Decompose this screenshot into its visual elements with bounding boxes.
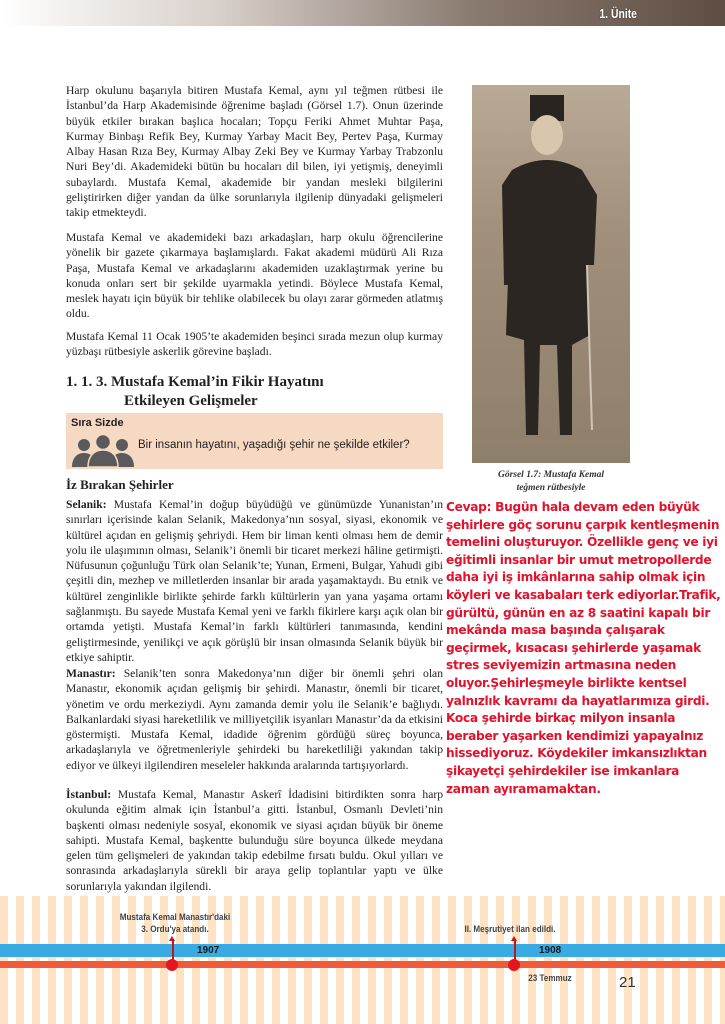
unit-label: 1. Ünite: [599, 6, 637, 21]
event-label: Mustafa Kemal Manastır'daki: [119, 912, 231, 923]
paragraph-text: Mustafa Kemal ve akademideki bazı arkadaşları, harp okulu öğrencilerine yönelik bir gazete çıkarmaya başlamışlardı. Fakat akademi müdürü Ali Rıza Paşa, Mustafa Kemal ve arkadaşlarını akademiden uzaklaştırmak yerine bu konuda onları sert bir şekilde uyarmakla yetindi. Böylece Mustafa Kemal, meslek hayatı için büyük bir tehlike olabilecek bu olayı zarar görmeden atlatmış oldu.: [66, 231, 443, 321]
event-date: 23 Temmuz: [528, 973, 572, 984]
city-text: Selanik’ten sonra Makedonya’nın diğer bir önemli şehri olan Manastır, ekonomik açıdan gelişmiş bir şehirdi. Manastır, önemli bir ticaret, yönetim ve ordu merkeziydi. Aynı zamanda demir yolu ile Selanik’e bağlıydı. Balkanlardaki siyasi hareketlilik ve milliyetçilik isyanları Manastır’da da etkisini göstermişti. Mustafa Kemal, idadide öğrenim gördüğü süreç boyunca, arkadaşlarıyla ve öğretmenleriyle şehirdeki bu hareketliliği yakından takip ediyor ve ülkeyi ilgilendiren meseleler hakkında aralarında tartışıyorlardı.: [66, 667, 443, 772]
city-name: Selanik:: [66, 498, 107, 511]
arrow-up-icon: [514, 940, 516, 960]
paragraph-3: [66, 329, 443, 360]
city-name: İstanbul:: [66, 788, 112, 801]
unit-header-bar: [0, 0, 725, 26]
figure-caption: [472, 469, 630, 494]
city-text: Mustafa Kemal’in doğup büyüdüğü ve günümüzde Yunanistan’ın sınırları içerisinde kalan Selanik, Makedonya’nın sosyal, siyasi, ekonomik ve kültürel açıdan en gelişmiş şehriydi. Hem bir liman kenti olması hem de demir yolu ile ulaşımının olması, Selanik’i önemli bir ticaret merkezi hâline getirmişti. Nüfusunun çoğunluğu Türk olan Selanik’te; Yunan, Ermeni, Bulgar, Yahudi gibi çeşitli din, mezhep ve milletlerden insanlar bir arada yaşamaktaydı. Bu etnik ve kültürel zenginlikle birlikte şehirde farklı kültürlerin yan yana yaşama ortamı sağlanmıştı. Bu sayede Mustafa Kemal yeni ve farklı fikirlere karşı açık olan bir ortamda yetişti. Mustafa Kemal’in farklı kültürleri tanımasında, kendini geliştirmesinde, yenilikçi ve açık görüşlü bir insan olmasında Selanik büyük bir etkiye sahiptir.: [66, 498, 443, 664]
city-istanbul: [66, 787, 443, 894]
timeline-blue-bar: [0, 944, 725, 957]
caption-line2: teğmen rütbesiyle: [516, 482, 586, 493]
page-number: 21: [619, 974, 636, 991]
city-text: Mustafa Kemal, Manastır Askerî İdadisini bitirdikten sonra harp okulunda eğitim almak için İstanbul’a gitti. İstanbul, Osmanlı Devleti’nin başkenti olması nedeniyle sosyal, ekonomik ve siyasi açıdan büyük bir öneme sahipti. Mustafa Kemal, başkentte bulunduğu süre boyunca ülkede meydana gelen tüm gelişmeleri de yakından takip edebilme fırsatı buldu. Okul yılları ve sonrasında arkadaşlarıyla sürekli bir araya gelip toplantılar yaptı ve ülke sorunlarıyla yakından ilgilendi.: [66, 788, 443, 893]
sira-sizde-box: [66, 413, 443, 469]
section-number: 1. 1. 3.: [66, 374, 108, 390]
arrow-up-icon: [172, 940, 174, 960]
mustafa-kemal-photo: [472, 85, 630, 463]
people-icon: [71, 433, 135, 467]
city-name: Manastır:: [66, 667, 116, 680]
timeline-dot: [166, 959, 178, 971]
paragraph-text: Harp okulunu başarıyla bitiren Mustafa Kemal, aynı yıl teğmen rütbesi ile İstanbul’da Harp Akademisinde öğrenime başladı (Görsel 1.7). Onun üzerinde büyük etkiler bırakan başlıca hocaları; Topçu Feriki Ahmet Muhtar Paşa, Kurmay Binbaşı Refik Bey, Kurmay Yarbay Macit Bey, Pertev Paşa, Kurmay Albay Hasan Rıza Bey, Kurmay Albay Zeki Bey ve Kurmay Yarbay Trabzonlu Nuri Bey’di. Akademideki bütün bu hocaları dil bilen, iyi yetişmiş, deneyimli subaylardı. Mustafa Kemal, akademide bir yandan mesleki bilgilerini geliştirirken diğer yandan da ülke sorunlarıyla ilgilenip dünyadaki gelişmeleri takip etmekteydi.: [66, 84, 443, 220]
paragraph-1: [66, 83, 443, 221]
caption-line1: Görsel 1.7: Mustafa Kemal: [497, 470, 605, 480]
section-heading: [66, 373, 324, 411]
paragraph-text: Mustafa Kemal 11 Ocak 1905’te akademiden beşinci sırada mezun olup kurmay yüzbaşı rütbesiyle askerlik görevine başladı.: [66, 330, 443, 359]
event-label: II. Meşrutiyet ilan edildi.: [464, 924, 556, 935]
year-1907: 1907: [197, 945, 220, 956]
sira-sizde-question: Bir insanın hayatını, yaşadığı şehir ne şekilde etkiler?: [138, 439, 410, 451]
sira-sizde-title: Sıra Sizde: [71, 417, 124, 429]
timeline: [0, 896, 725, 1024]
timeline-red-bar: [0, 961, 725, 968]
portrait-silhouette: [472, 85, 630, 463]
year-1908: 1908: [539, 945, 562, 956]
paragraph-2: [66, 230, 443, 322]
timeline-dot: [508, 959, 520, 971]
section-title-line1: Mustafa Kemal’in Fikir Hayatını: [111, 374, 324, 390]
timeline-event-1908: [451, 924, 570, 936]
event-label: 3. Ordu'ya atandı.: [141, 924, 209, 935]
timeline-event-1907: [111, 912, 239, 936]
section-title-line2: Etkileyen Gelişmeler: [124, 393, 258, 409]
answer-text: Cevap: Bugün hala devam eden büyük şehirlere göç sorunu çarpık kentleşmenin temelini oluşturuyor. Özellikle genç ve iyi eğitimli insanlar bir umut metropollerde daha iyi iş imkânlarına sahip olmak için köyleri ve kasabaları terk ediyorlar.Trafik, gürültü, günün en az 8 saatini kapalı bir mekânda masa başında çalışarak geçirmek, kısacası şehirlerde yaşamak stres seviyemizin artmasına neden oluyor.Şehirleşmeyle birlikte kentsel yalnızlık kavramı da hayatlarımıza girdi. Koca şehirde birkaç milyon insanla beraber yaşarken kendimizi yapayalnız hissediyoruz. Köydekiler imkansızlıktan şikayetçi şehirdekiler ise imkanlara zaman ayıramamaktan.: [446, 500, 721, 796]
subsection-heading: İz Bırakan Şehirler: [66, 477, 174, 492]
city-selanik: [66, 497, 443, 665]
city-manastir: [66, 666, 443, 773]
